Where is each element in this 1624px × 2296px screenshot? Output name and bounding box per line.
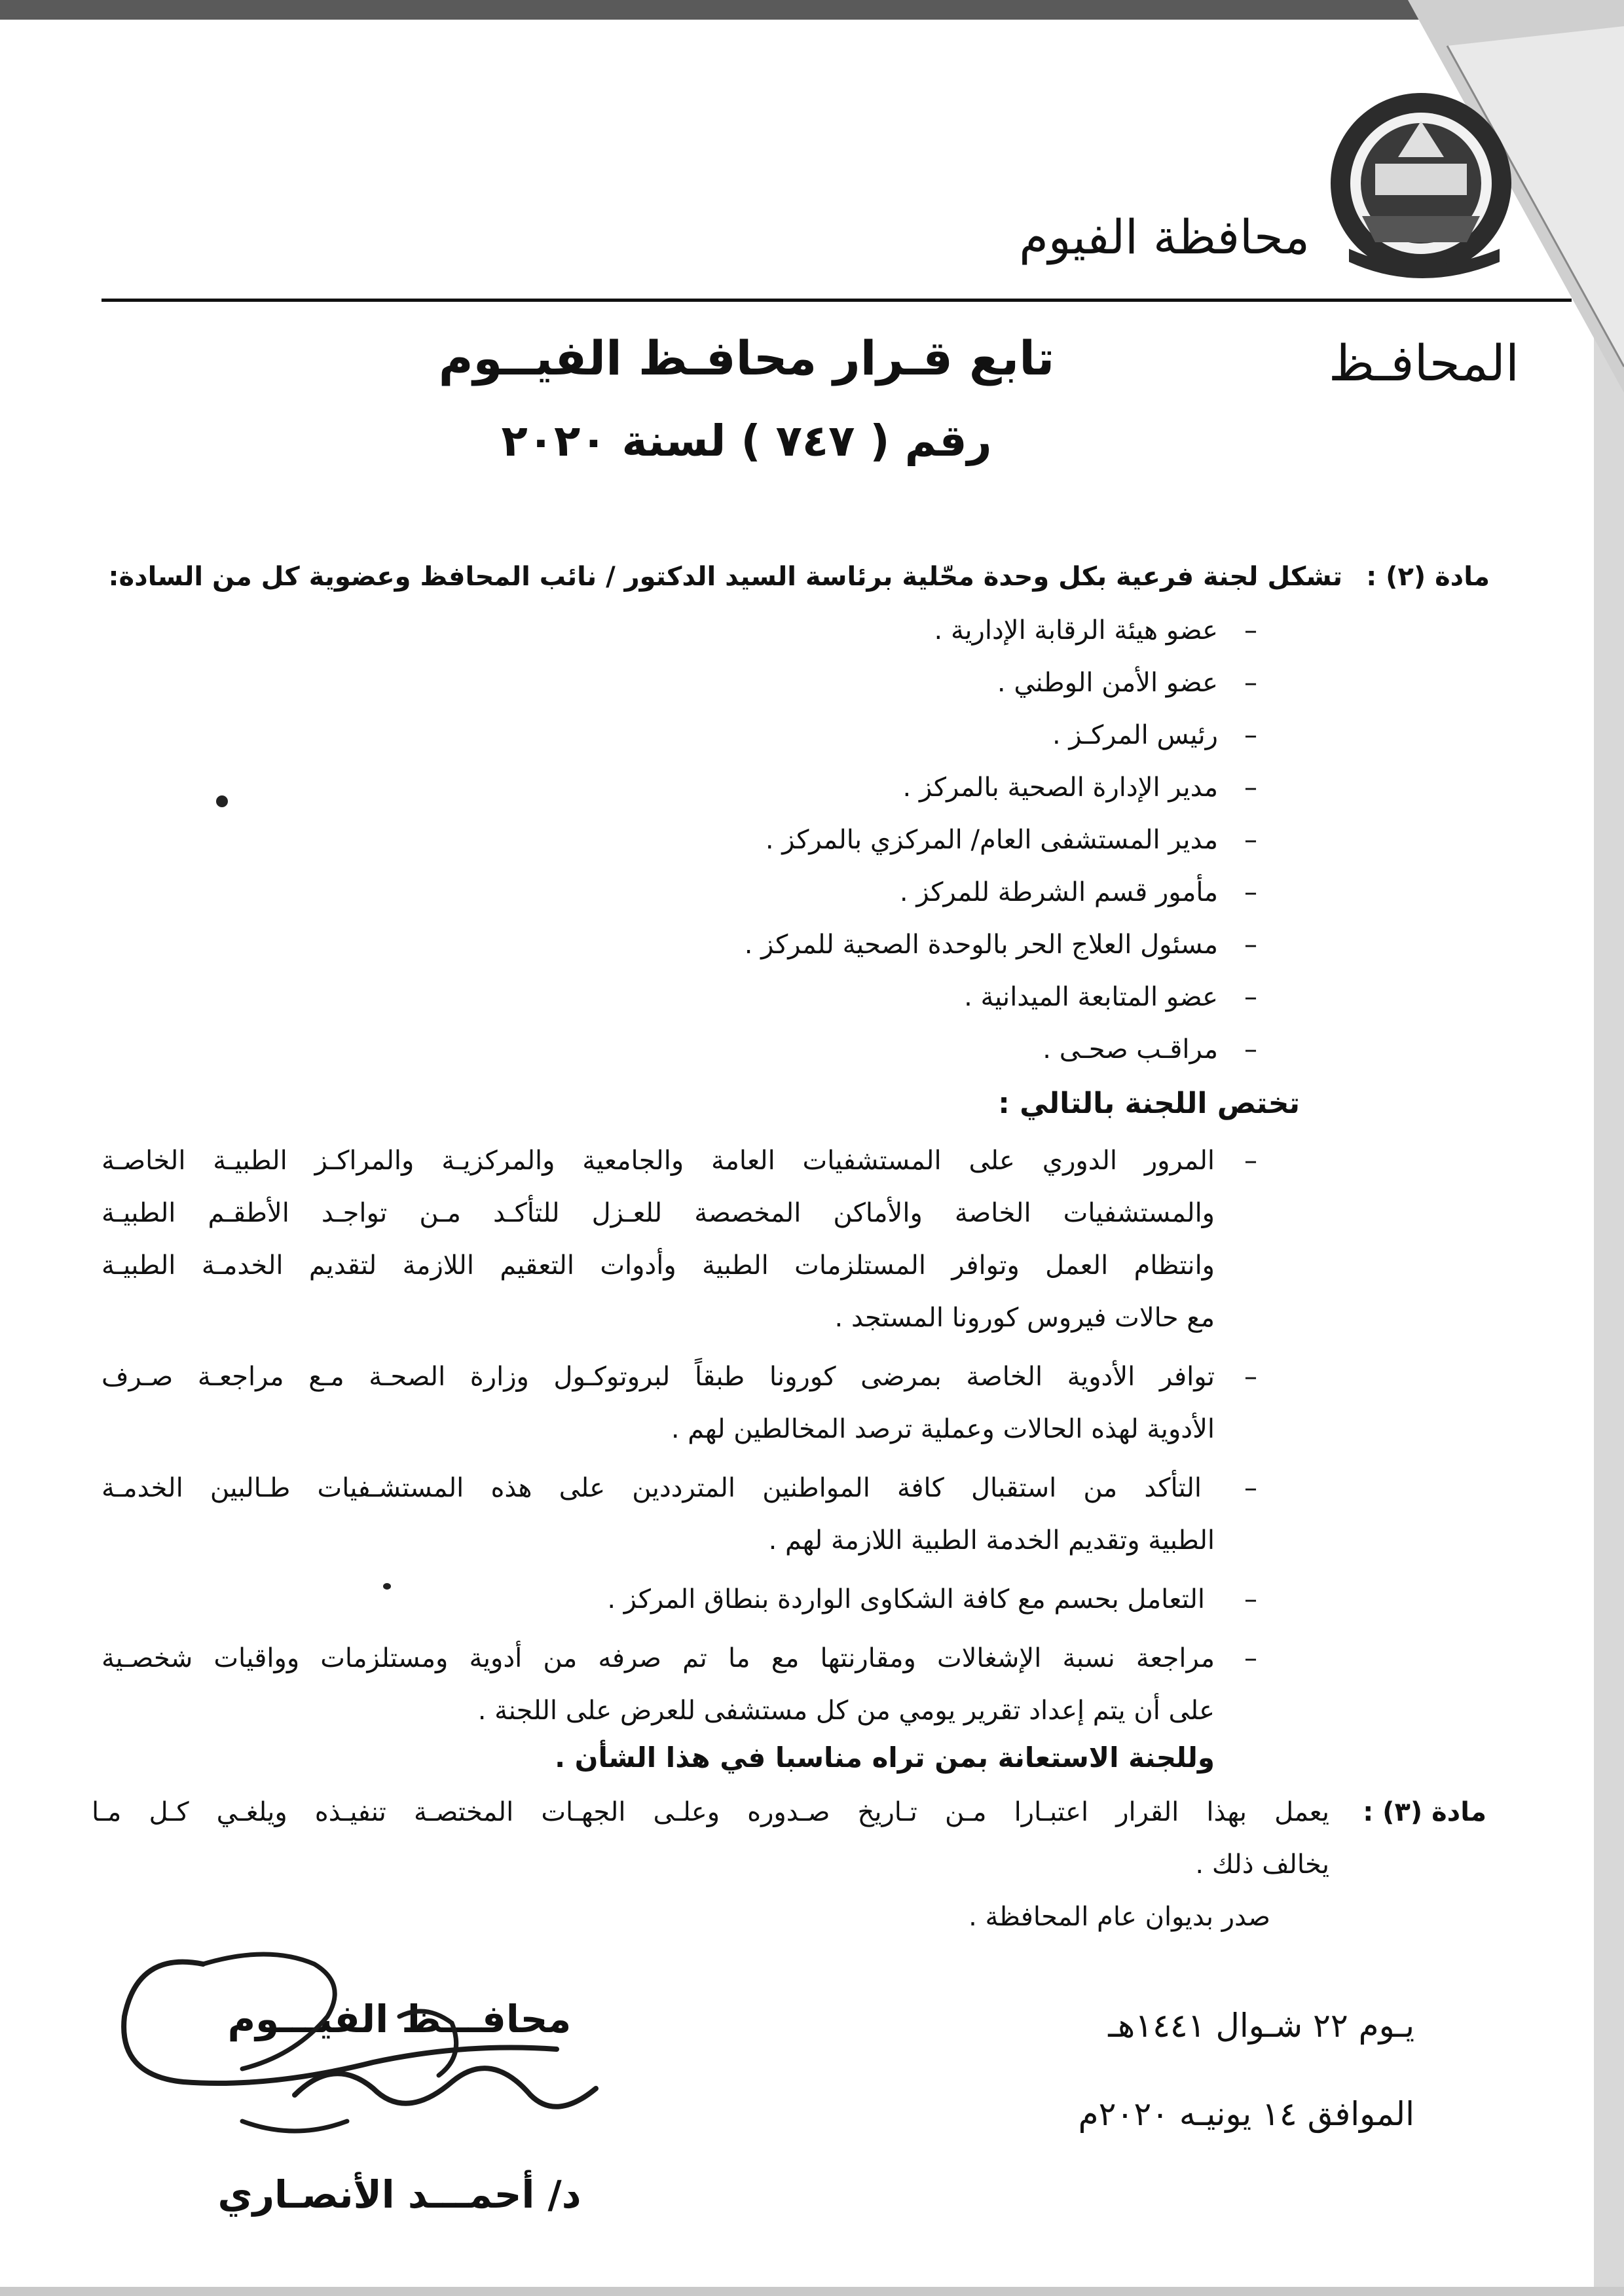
list-item: مأمور قسم الشرطة للمركز .: [899, 877, 1218, 907]
scan-speck: [383, 1583, 391, 1590]
list-item: عضو الأمن الوطني .: [997, 668, 1218, 698]
duty-1-line: وانتظام العمل وتوافر المستلزمات الطبية وأدوات التعقيم اللازمة لتقديم الخدمـة الطبيـة: [101, 1250, 1215, 1281]
article-2-intro: تشكل لجنة فرعية بكل وحدة محّلية برئاسة السيد الدكتور / نائب المحافظ وعضوية كل من السادة:: [108, 562, 1342, 592]
office-label: المحافـظ: [1328, 334, 1519, 392]
list-dash: –: [1244, 877, 1257, 907]
duty-1-line: والمستشفيات الخاصة والأماكن المخصصة للعـزل للتأكـد مـن تواجـد الأطقـم الطبيـة: [101, 1198, 1215, 1228]
list-dash: –: [1244, 720, 1257, 750]
duty-5-line: على أن يتم إعداد تقرير يومي من كل مستشفى للعرض على اللجنة .: [477, 1696, 1215, 1726]
list-dash: –: [1244, 1146, 1257, 1176]
duties-heading: تختص اللجنة بالتالي :: [998, 1087, 1300, 1120]
signatory-title: محافـــظ الفيـــوم: [227, 1997, 572, 2041]
list-dash: –: [1244, 1362, 1257, 1392]
list-item: عضو المتابعة الميدانية .: [964, 982, 1218, 1012]
list-item: رئيس المركـز .: [1052, 720, 1218, 750]
list-dash: –: [1244, 1473, 1257, 1503]
list-dash: –: [1244, 615, 1257, 646]
duty-4-line: التعامل بحسم مع كافة الشكاوى الواردة بنطاق المركز .: [607, 1584, 1205, 1614]
scan-edge-top: [0, 0, 1624, 20]
list-item: مراقـب صحـى .: [1043, 1034, 1218, 1065]
list-item: مسئول العلاج الحر بالوحدة الصحية للمركز .: [744, 930, 1218, 960]
issued-statement: صدر بديوان عام المحافظة .: [969, 1902, 1270, 1932]
duty-1-line: مع حالات فيروس كورونا المستجد .: [834, 1303, 1215, 1333]
list-item: عضو هيئة الرقابة الإدارية .: [934, 615, 1218, 646]
duty-2-line: توافر الأدوية الخاصة بمرضى كورونا طبقاً لبروتوكـول وزارة الصحـة مـع مراجعـة صـرف: [101, 1362, 1215, 1392]
duty-1-line: المرور الدوري على المستشفيات العامة والجامعية والمركزيـة والمراكـز الطبيـة الخاصـة: [101, 1146, 1215, 1176]
scan-speck: [216, 795, 228, 807]
governorate-emblem: [1323, 85, 1519, 282]
decree-title: تابع قـرار محافـظ الفيــوم: [438, 331, 1055, 386]
list-dash: –: [1244, 982, 1257, 1012]
article-3-line: يعمل بهذا القرار اعتبـارا مـن تـاريخ صـدوره وعلـى الجهـات المختصـة تنفيـذه ويلغـي كـل مـا: [92, 1797, 1329, 1827]
duty-2-line: الأدوية لهذه الحالات وعملية ترصد المخالطين لهم .: [671, 1414, 1215, 1444]
gregorian-date: الموافق ١٤ يونيـه ٢٠٢٠م: [1078, 2095, 1414, 2133]
governorate-name: محافظة الفيوم: [1019, 210, 1310, 264]
article-2-label: مادة (٢) :: [1366, 562, 1490, 592]
article-3-label: مادة (٣) :: [1363, 1797, 1486, 1827]
signatory-name: د/ أحمـــد الأنصـاري: [217, 2172, 581, 2217]
list-dash: –: [1244, 930, 1257, 960]
list-dash: –: [1244, 1584, 1257, 1614]
list-dash: –: [1244, 773, 1257, 803]
article-2-closing: وللجنة الاستعانة بمن تراه مناسبا في هذا الشأن .: [555, 1741, 1215, 1774]
duty-5-line: مراجعة نسبة الإشغالات ومقارنتها مع ما تم صرفه من أدوية ومستلزمات وواقيات شخصـية: [101, 1643, 1215, 1673]
list-item: مدير الإدارة الصحية بالمركز .: [902, 773, 1218, 803]
header-divider: [101, 299, 1572, 302]
duty-3-line: الطبية وتقديم الخدمة الطبية اللازمة لهم .: [768, 1525, 1215, 1556]
list-item: مدير المستشفى العام/ المركزي بالمركز .: [765, 825, 1218, 855]
list-dash: –: [1244, 668, 1257, 698]
list-dash: –: [1244, 1643, 1257, 1673]
decree-number: رقم ( ٧٤٧ ) لسنة ٢٠٢٠: [501, 416, 992, 466]
list-dash: –: [1244, 825, 1257, 855]
hijri-date: يـوم ٢٢ شـوال ١٤٤١هـ: [1108, 2007, 1414, 2045]
handwritten-signature: [98, 1925, 635, 2174]
scan-edge-bottom: [0, 2287, 1624, 2296]
duty-3-line: التأكد من استقبال كافة المواطنين المترددين على هذه المستشـفيات طـالبين الخدمـة: [101, 1473, 1202, 1503]
article-3-line: يخالف ذلك .: [1195, 1850, 1329, 1880]
list-dash: –: [1244, 1034, 1257, 1065]
